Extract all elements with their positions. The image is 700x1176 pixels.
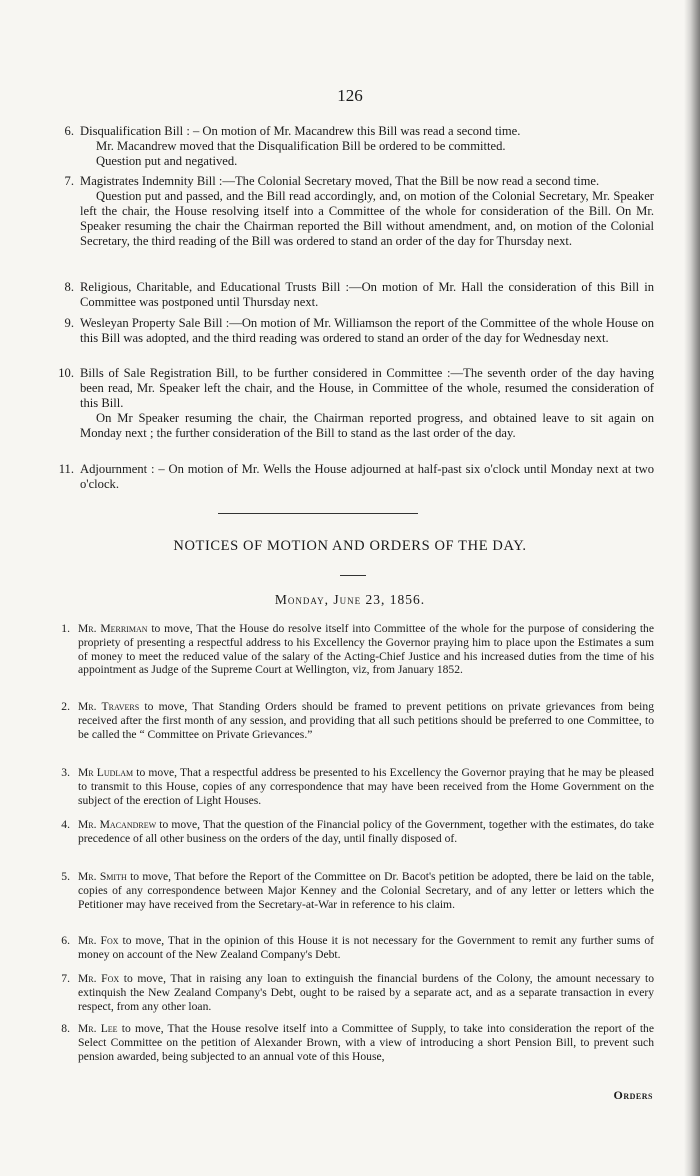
proceeding-item xyxy=(58,124,654,169)
page-binding-edge xyxy=(684,0,700,1176)
notice-number: 3. xyxy=(61,766,70,779)
notice-mover: Mr. Travers xyxy=(78,700,140,713)
notice-number: 5. xyxy=(61,870,70,883)
notice-mover: Mr. Macandrew xyxy=(78,818,157,831)
notice-item xyxy=(56,766,654,807)
item-paragraph: Question put and passed, and the Bill read accordingly, and, on motion of the Colonial Secretary, Mr. Speaker left the chair, the House resolving itself into a Committee of the whole for consideration of the Bill. On Mr. Speaker resuming the chair the Chairman reported the Bill without amendment, and, on motion of the Colonial Secretary, the third reading of the Bill was ordered to stand an order of the day for Thursday next. xyxy=(80,189,654,248)
item-paragraph: Question put and negatived. xyxy=(96,154,238,168)
catchword: Orders xyxy=(613,1088,653,1102)
item-paragraph: Bills of Sale Registration Bill, to be further considered in Committee :—The seventh order of the day having been read, Mr. Speaker left the chair, and the House, in Committee of the whole, resumed the consideration of this Bill. xyxy=(80,366,654,410)
notice-text: to move, That a respectful address be presented to his Excellency the Governor praying that he may be pleased to transmit to this House, copies of any correspondence that may have been received from the Home Government on the subject of the erection of Light Houses. xyxy=(78,766,654,807)
notice-mover: Mr. Smith xyxy=(78,870,127,883)
notice-text: to move, That the question of the Financial policy of the Government, together with the estimates, do take precedence of all other business on the orders of the day, until finally disposed of. xyxy=(78,818,654,845)
item-paragraph: Religious, Charitable, and Educational Trusts Bill :—On motion of Mr. Hall the consideration of this Bill in Committee was postponed until Thursday next. xyxy=(80,280,654,309)
item-paragraph: Disqualification Bill : – On motion of Mr. Macandrew this Bill was read a second time. xyxy=(80,124,521,138)
notice-item xyxy=(56,870,654,911)
proceeding-item xyxy=(58,366,654,441)
notice-mover: Mr Ludlam xyxy=(78,766,134,779)
notice-text: to move, That in the opinion of this House it is not necessary for the Government to remit any further sums of money on account of the New Zealand Company's Debt. xyxy=(78,934,654,961)
notice-number: 1. xyxy=(61,622,70,635)
date-heading: Monday, June 23, 1856. xyxy=(274,592,426,607)
notices-heading: NOTICES OF MOTION AND ORDERS OF THE DAY. xyxy=(173,538,527,554)
proceeding-item xyxy=(58,280,654,310)
notice-mover: Mr. Fox xyxy=(78,972,120,985)
notice-item xyxy=(56,818,654,846)
item-paragraph: Mr. Macandrew moved that the Disqualification Bill be ordered to be committed. xyxy=(96,139,506,153)
notice-text: to move, That in raising any loan to extinguish the financial burdens of the Colony, the amount necessary to extinquish the New Zealand Company's Debt, ought to be raised by a separate act, and as a separate transaction in every respect, from any other loan. xyxy=(78,972,654,1013)
notice-mover: Mr. Fox xyxy=(78,934,119,947)
item-number: 10. xyxy=(58,366,74,380)
item-number: 6. xyxy=(64,124,74,138)
notice-number: 2. xyxy=(61,700,70,713)
notice-number: 6. xyxy=(61,934,70,947)
proceeding-item xyxy=(58,316,654,346)
notice-mover: Mr. Merriman xyxy=(78,622,148,635)
item-number: 9. xyxy=(64,316,74,330)
item-number: 11. xyxy=(58,462,74,476)
notice-number: 4. xyxy=(61,818,70,831)
notice-number: 7. xyxy=(61,972,70,985)
item-number: 7. xyxy=(64,174,74,188)
page-number: 126 xyxy=(337,86,363,105)
notice-item xyxy=(56,1022,654,1063)
item-paragraph: Magistrates Indemnity Bill :—The Colonial Secretary moved, That the Bill be now read a second time. xyxy=(80,174,600,188)
notice-text: to move, That Standing Orders should be framed to prevent petitions on private grievances from being received after the first month of any session, and providing that all such petitions should be preferred to one Committee, to be called the “ Committee on Private Grievances.” xyxy=(78,700,654,741)
proceeding-item xyxy=(58,462,654,492)
notice-item xyxy=(56,622,654,677)
notice-text: to move, That before the Report of the Committee on Dr. Bacot's petition be adopted, there be laid on the table, copies of any correspondence between Major Kenney and the Colonial Secretary, and of any letter or letters which the Petitioner may have received from the Secretary-at-War in reference to his claim. xyxy=(78,870,654,911)
item-paragraph: On Mr Speaker resuming the chair, the Chairman reported progress, and obtained leave to sit again on Monday next ; the further consideration of the Bill to stand as the last order of the day. xyxy=(80,411,654,440)
heading-divider xyxy=(340,575,366,576)
section-divider xyxy=(218,513,418,514)
notice-item xyxy=(56,700,654,741)
notice-item xyxy=(56,934,654,962)
proceeding-item xyxy=(58,174,654,249)
notice-item xyxy=(56,972,654,1013)
notice-mover: Mr. Lee xyxy=(78,1022,118,1035)
item-paragraph: Wesleyan Property Sale Bill :—On motion of Mr. Williamson the report of the Committee of the whole House on this Bill was adopted, and the third reading was ordered to stand an order of the day for Wednesday next. xyxy=(80,316,654,345)
item-paragraph: Adjournment : – On motion of Mr. Wells the House adjourned at half-past six o'clock until Monday next at two o'clock. xyxy=(80,462,654,491)
notice-text: to move, That the House do resolve itself into Committee of the whole for the purpose of considering the propriety of presenting a respectful address to his Excellency the Governor praying him to place upon the Estimates a sum of money to meet the reduced value of the salary of the Acting-Chief Justice and his increased duties from the time of his appointment as Judge of the Supreme Court at Wellington, viz, from January 1852. xyxy=(78,622,654,677)
item-number: 8. xyxy=(64,280,74,294)
notice-text: to move, That the House resolve itself into a Committee of Supply, to take into consideration the report of the Select Committee on the petition of Alexander Brown, with a view of introducing a short Pension Bill, to prevent such pension awarded, being subjected to an annual vote of this House, xyxy=(78,1022,654,1063)
notice-number: 8. xyxy=(61,1022,70,1035)
